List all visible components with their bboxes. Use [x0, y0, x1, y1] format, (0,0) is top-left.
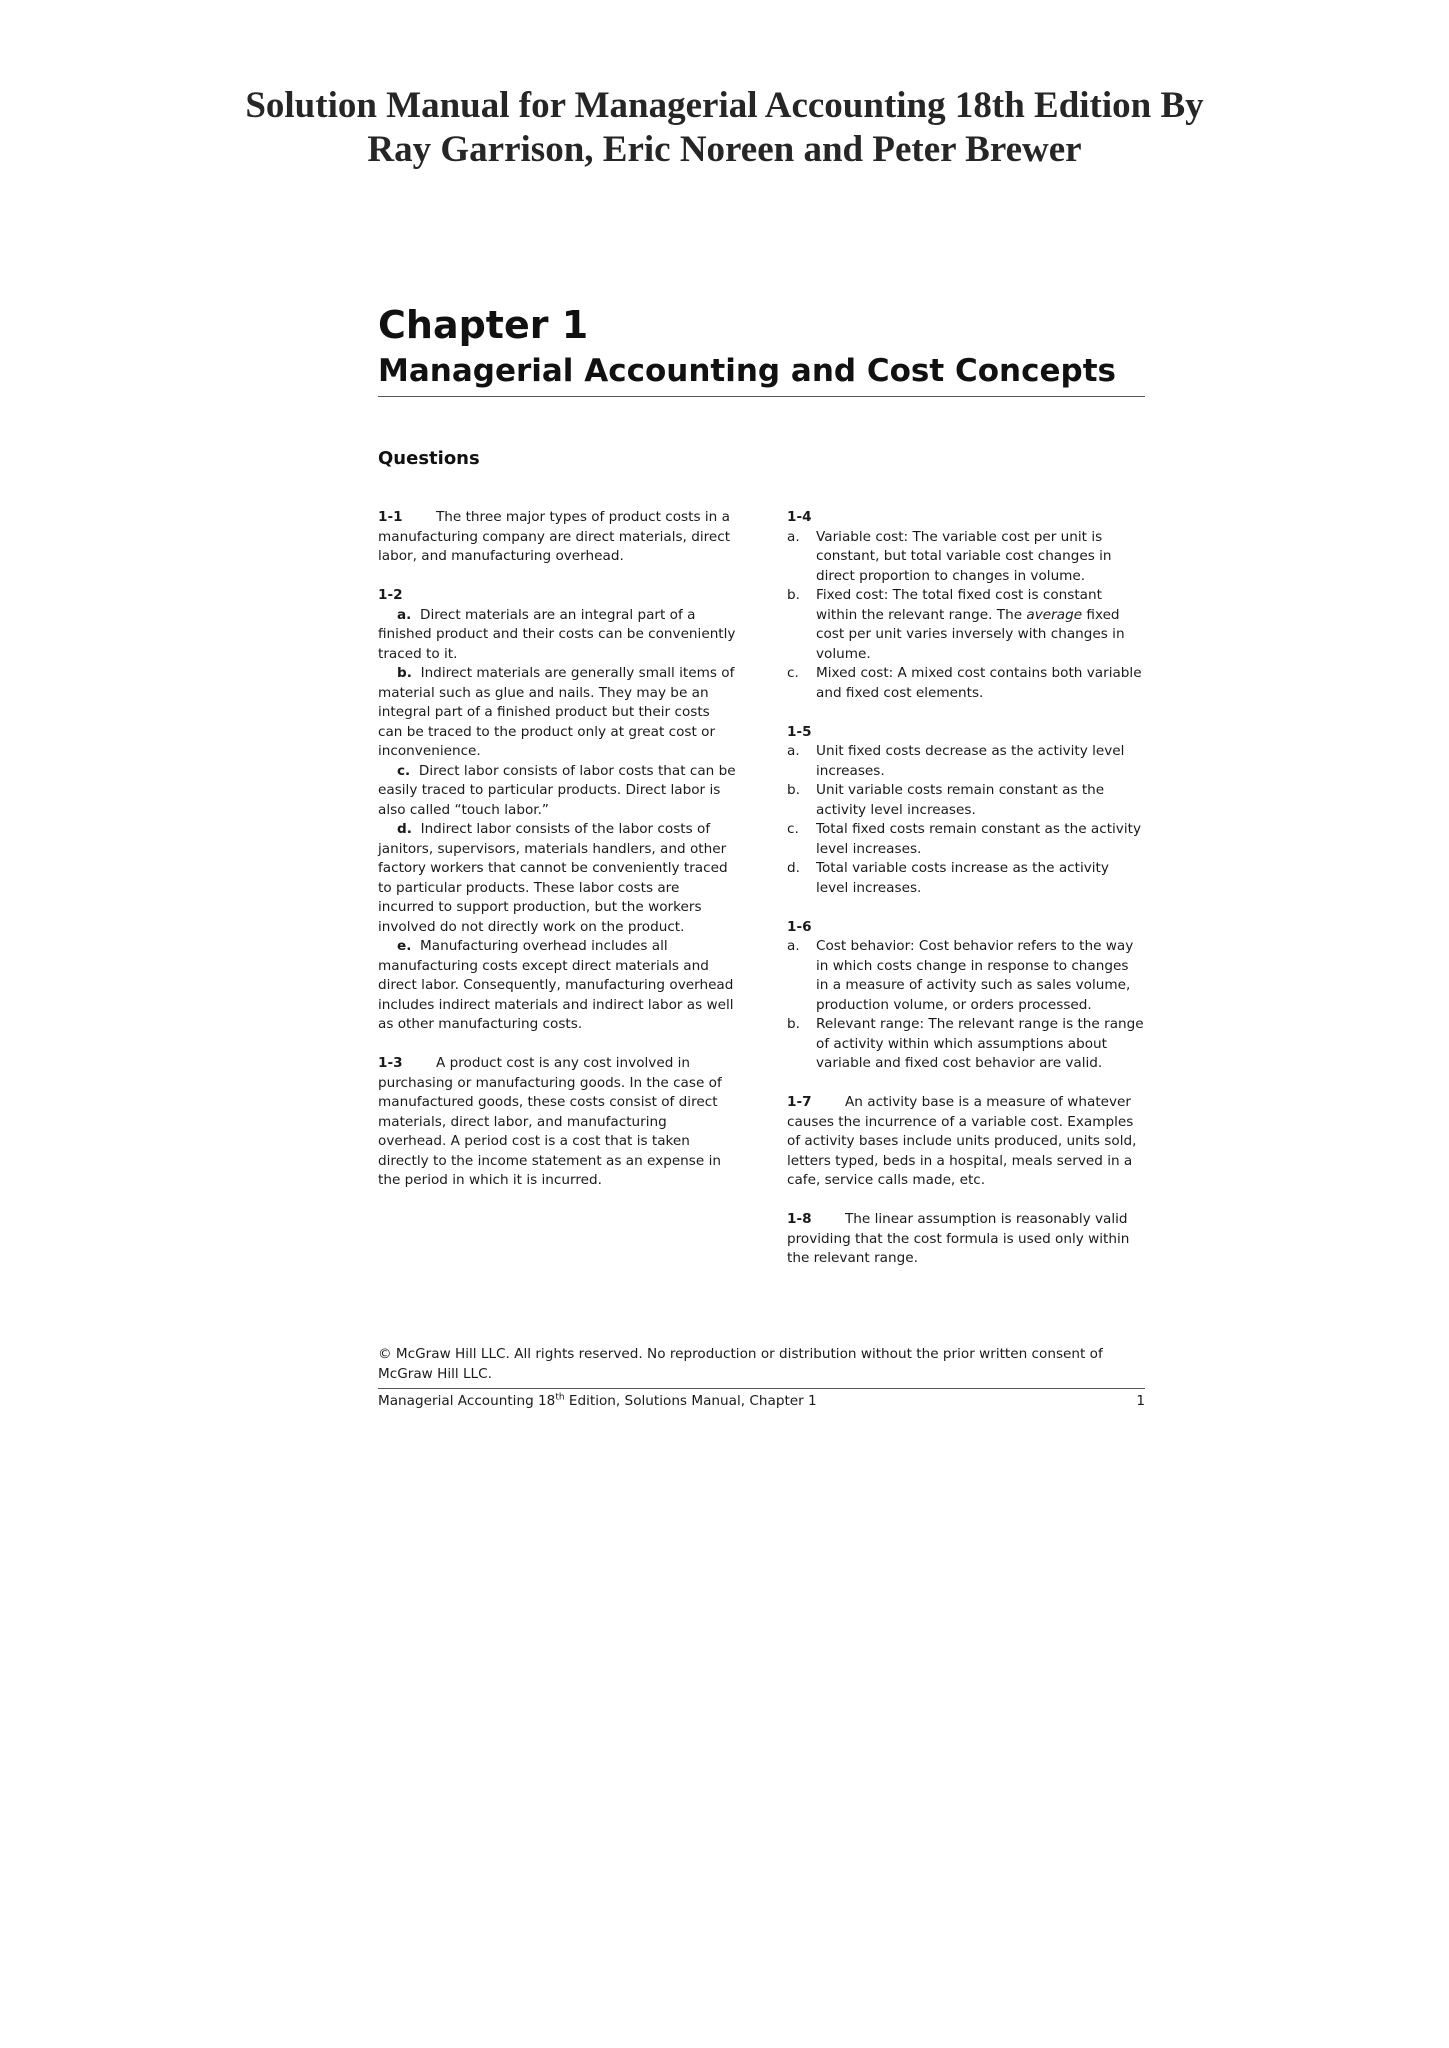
question-part-d [378, 820, 736, 937]
question-number: 1-3 [378, 1055, 403, 1071]
question-1-8 [787, 1210, 1145, 1269]
part-label: e. [397, 938, 412, 954]
list-marker: c. [787, 665, 799, 681]
list-text-part: Fixed cost: The total fixed cost is constant within the relevant range. The [816, 587, 1102, 623]
ordinal-suffix: th [555, 1392, 565, 1403]
running-footer-part: Managerial Accounting 18 [378, 1393, 556, 1409]
part-text: Direct materials are an integral part of a finished product and their costs can be conveniently traced to it. [378, 606, 736, 662]
question-text: A product cost is any cost involved in purchasing or manufacturing goods. In the case of manufactured goods, these costs consist of direct materials, direct labor, and manufacturing overhead. A period cost is a cost that is taken directly to the income statement as an expense in the period in which it is incurred. [378, 1055, 722, 1188]
part-label: c. [397, 762, 411, 779]
list-marker: b. [787, 782, 800, 798]
list-text: Unit fixed costs decrease as the activity level increases. [816, 743, 1125, 779]
list-marker: a. [787, 938, 800, 954]
list-text: Mixed cost: A mixed cost contains both variable and fixed cost elements. [816, 665, 1142, 701]
running-footer-text [378, 1392, 817, 1412]
running-footer-part: Edition, Solutions Manual, Chapter 1 [564, 1393, 817, 1409]
part-text: Manufacturing overhead includes all manufacturing costs except direct materials and direct labor. Consequently, manufacturing overhead includes indirect materials and indirect labor as well as other manufacturing costs. [378, 938, 734, 1032]
emphasized-word: average [1026, 606, 1083, 623]
question-number: 1-1 [378, 509, 403, 525]
question-1-2 [378, 586, 736, 1035]
list-item [787, 1015, 1145, 1074]
chapter-header [378, 300, 1145, 397]
question-1-6 [787, 918, 1145, 1074]
part-label: b. [397, 665, 412, 681]
document-title [0, 84, 1449, 172]
part-label: a. [397, 606, 412, 623]
question-number: 1-5 [787, 723, 812, 740]
list-item [787, 742, 1145, 781]
list-item [787, 781, 1145, 820]
running-footer [378, 1392, 1145, 1412]
list-marker: a. [787, 528, 800, 545]
document-title-line-2: Ray Garrison, Eric Noreen and Peter Brewer [367, 129, 1082, 170]
list-text: Total fixed costs remain constant as the activity level increases. [816, 821, 1142, 857]
question-number: 1-2 [378, 587, 403, 603]
question-1-7 [787, 1093, 1145, 1191]
section-heading: Questions [378, 448, 480, 469]
question-text: The three major types of product costs in a manufacturing company are direct materials, direct labor, and manufacturing overhead. [378, 509, 731, 564]
list-item [787, 528, 1145, 587]
question-text: An activity base is a measure of whatever causes the incurrence of a variable cost. Examples of activity bases include units produced, units sold, letters typed, beds in a hospital, meals served in a cafe, service calls made, etc. [787, 1094, 1137, 1188]
list-item [787, 937, 1145, 1015]
list-marker: a. [787, 743, 800, 759]
copyright-notice: © McGraw Hill LLC. All rights reserved. No reproduction or distribution without the prior written consent of McGraw Hill LLC. [378, 1346, 1103, 1382]
footer-divider [378, 1388, 1145, 1389]
question-part-e [378, 937, 736, 1035]
page-number: 1 [1136, 1393, 1145, 1409]
list-text [816, 586, 1145, 664]
part-text: Direct labor consists of labor costs that can be easily traced to particular products. Direct labor is also called “touch labor.” [378, 762, 736, 818]
list-item [787, 664, 1145, 703]
list-marker: d. [787, 860, 800, 876]
list-marker: c. [787, 821, 799, 837]
left-column [378, 508, 736, 1210]
list-item [787, 859, 1145, 898]
list-text: Unit variable costs remain constant as the activity level increases. [816, 782, 1105, 818]
question-number: 1-7 [787, 1094, 812, 1110]
question-1-1 [378, 508, 736, 567]
question-1-4 [787, 508, 1145, 703]
answer-list [787, 937, 1145, 1074]
list-text: Relevant range: The relevant range is the range of activity within which assumptions about variable and fixed cost behavior are valid. [816, 1016, 1144, 1071]
question-number: 1-4 [787, 509, 812, 525]
list-item [787, 586, 1145, 664]
document-title-line-1: Solution Manual for Managerial Accounting 18th Edition By [245, 85, 1204, 126]
question-part-c [378, 762, 736, 821]
list-marker: b. [787, 1016, 800, 1032]
list-text: Cost behavior: Cost behavior refers to the way in which costs change in response to changes in a measure of activity such as sales volume, production volume, or orders processed. [816, 938, 1134, 1013]
list-text: Total variable costs increase as the activity level increases. [816, 860, 1109, 896]
question-1-3 [378, 1054, 736, 1191]
part-text: Indirect materials are generally small items of material such as glue and nails. They may be an integral part of a finished product but their costs can be traced to the product only at great cost or inconvenience. [378, 665, 735, 759]
part-text: Indirect labor consists of the labor costs of janitors, supervisors, materials handlers, and other factory workers that cannot be conveniently traced to particular products. These labor costs are incurred to support production, but the workers involved do not directly work on the product. [378, 821, 728, 935]
question-number: 1-8 [787, 1211, 812, 1227]
list-item [787, 820, 1145, 859]
list-text-part: fixed cost per unit varies inversely with changes in volume. [816, 606, 1125, 662]
chapter-title: Managerial Accounting and Cost Concepts [378, 353, 1116, 389]
answer-list [787, 742, 1145, 898]
chapter-number: Chapter 1 [378, 303, 589, 347]
list-text: Variable cost: The variable cost per unit is constant, but total variable cost changes in direct proportion to changes in volume. [816, 528, 1112, 584]
list-marker: b. [787, 587, 800, 603]
right-column [787, 508, 1145, 1288]
answer-list [787, 528, 1145, 704]
question-1-5 [787, 723, 1145, 899]
question-number: 1-6 [787, 918, 812, 935]
part-label: d. [397, 821, 412, 837]
question-part-b [378, 664, 736, 762]
question-text: The linear assumption is reasonably valid providing that the cost formula is used only within the relevant range. [787, 1211, 1130, 1266]
question-part-a [378, 606, 736, 665]
